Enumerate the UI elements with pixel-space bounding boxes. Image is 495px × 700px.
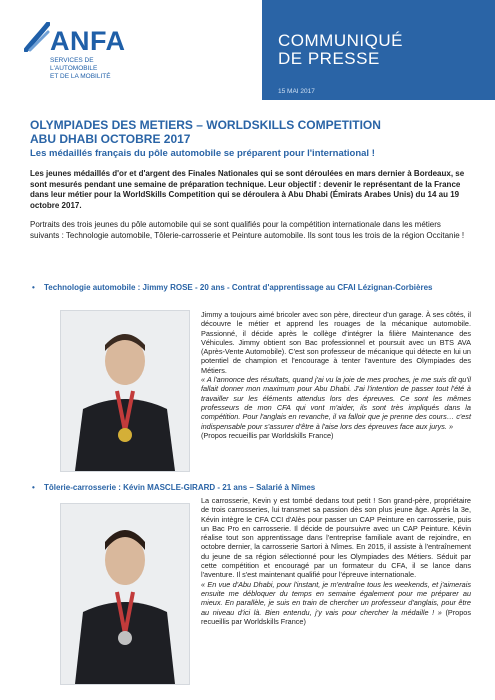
section1-quote: « A l'annonce des résultats, quand j'ai vu la joie de mes proches, je me suis dit qu'il fallait donner mon maximum pour Abu Dhabi. J'ai l'intention de passer tout l'été à travailler sur les éléments attendus lors des épreuves. Ce sont les mêmes professeurs de mon CFA qui vont m'aider, ils sont très impliqués dans la compétition. Pour l'anglais en revanche, il va falloir que je prenne des cours… c'est indispensable pour s'assurer d'être à l'aise lors des épreuves face aux jurys. » <box>201 375 471 431</box>
portrait-photo-kevin <box>60 503 190 685</box>
anfa-logo <box>28 22 158 82</box>
person-silhouette-icon <box>61 311 189 471</box>
bullet-icon: • <box>32 283 35 292</box>
main-content <box>30 118 470 241</box>
section2-credit: (Propos recueillis par Worldskills France) <box>201 607 471 626</box>
logo-sub-line1: SERVICES DE L'AUTOMOBILE <box>50 57 98 72</box>
anfa-logo-icon <box>24 22 50 52</box>
title-line1: OLYMPIADES DES METIERS – WORLDSKILLS COMPETITION <box>30 118 381 132</box>
section1-credit: (Propos recueillis par Worldskills France) <box>201 430 334 440</box>
portrait-photo-jimmy <box>60 310 190 472</box>
logo-text: ANFA <box>50 26 126 56</box>
person-silhouette-icon <box>61 504 189 684</box>
logo-sub-line2: ET DE LA MOBILITÉ <box>50 73 111 80</box>
panel-title-line1: COMMUNIQUÉ <box>278 31 403 50</box>
section2-quote-wrapper <box>201 580 471 626</box>
logo-subtitle <box>50 57 140 81</box>
panel-title <box>278 32 403 68</box>
release-date: 15 MAI 2017 <box>278 88 315 95</box>
lead-paragraph: Les jeunes médaillés d'or et d'argent des Finales Nationales qui se sont déroulées en mars dernier à Bordeaux, se sont mesurés pendant une semaine de préparation technique. Leur objectif : devenir le représentant de la France dans leur métier pour la WorldSkills Competition qui se déroulera à Abu Dhabi (Émirats Arabes Unis) du 14 au 19 octobre 2017. <box>30 169 465 210</box>
bullet-icon: • <box>32 483 35 492</box>
title-line2: ABU DHABI OCTOBRE 2017 <box>30 132 191 146</box>
section1-heading <box>32 283 474 293</box>
page-subtitle: Les médaillés français du pôle automobile se préparent pour l'international ! <box>30 148 375 159</box>
section2-heading-text: Tôlerie-carrosserie : Kévin MASCLE-GIRARD - 21 ans – Salarié à Nîmes <box>44 483 316 492</box>
section1-paragraph: Jimmy a toujours aimé bricoler avec son père, directeur d'un garage. À ses côtés, il découvre le métier et apprend les rouages de la mécanique automobile. Passionné, il décide après le collège d'intégrer la filière Maintenance des Véhicules. Jimmy obtient son Bac professionnel et poursuit avec un BTS AVA (Après-Vente Automobile). C'est son professeur de mécanique qui détecte en lui un potentiel de champion et l'encourage à tenter l'aventure des Olympiades des Métiers. <box>201 310 471 375</box>
section1-heading-text: Technologie automobile : Jimmy ROSE - 20 ans - Contrat d'apprentissage au CFAI Lézignan-Corbières <box>44 283 433 292</box>
panel-title-line2: DE PRESSE <box>278 49 380 68</box>
press-release-panel <box>262 0 495 100</box>
section1-body <box>201 310 471 440</box>
header <box>0 0 495 100</box>
section2-heading <box>32 483 474 493</box>
section2-quote: « En vue d'Abu Dhabi, pour l'instant, je m'entraîne tous les weekends, et j'aimerais ensuite me débloquer du temps en semaine également pour me préparer au mieux. En parallèle, je suis en train de chercher un professeur d'anglais, pour être au niveau d'ici là. Bien entendu, j'y vais pour chercher la médaille ! » <box>201 579 471 617</box>
page-title <box>30 118 470 146</box>
section2-paragraph: La carrosserie, Kevin y est tombé dedans tout petit ! Son grand-père, propriétaire de trois carrosseries, lui transmet sa passion dès son plus jeune âge. Après la 3e, Kévin intègre le CFA CCI d'Alès pour passer un CAP Peinture en carrosserie, puis un Bac Pro en carrosserie. Il décide de poursuivre avec un CAP Peinture. Kévin réalise tout son apprentissage dans l'entreprise familiale avant de rejoindre, en octobre dernier, la carrosserie Sartori à Nîmes. En 2015, il assiste à l'entraînement du jeune de sa région sélectionné pour les Olympiades des Métiers. Séduit par cette compétition et encouragé par un formateur du CFA, il se lance dans l'aventure. Il s'est maintenant qualifié pour l'épreuve internationale. <box>201 496 471 580</box>
intro-paragraph: Portraits des trois jeunes du pôle automobile qui se sont qualifiés pour la compétition internationale dans les métiers suivants : Technologie automobile, Tôlerie-carrosserie et Peinture automobile. Ils sont tous les trois de la région Occitanie ! <box>30 220 465 240</box>
section2-body <box>201 496 471 626</box>
